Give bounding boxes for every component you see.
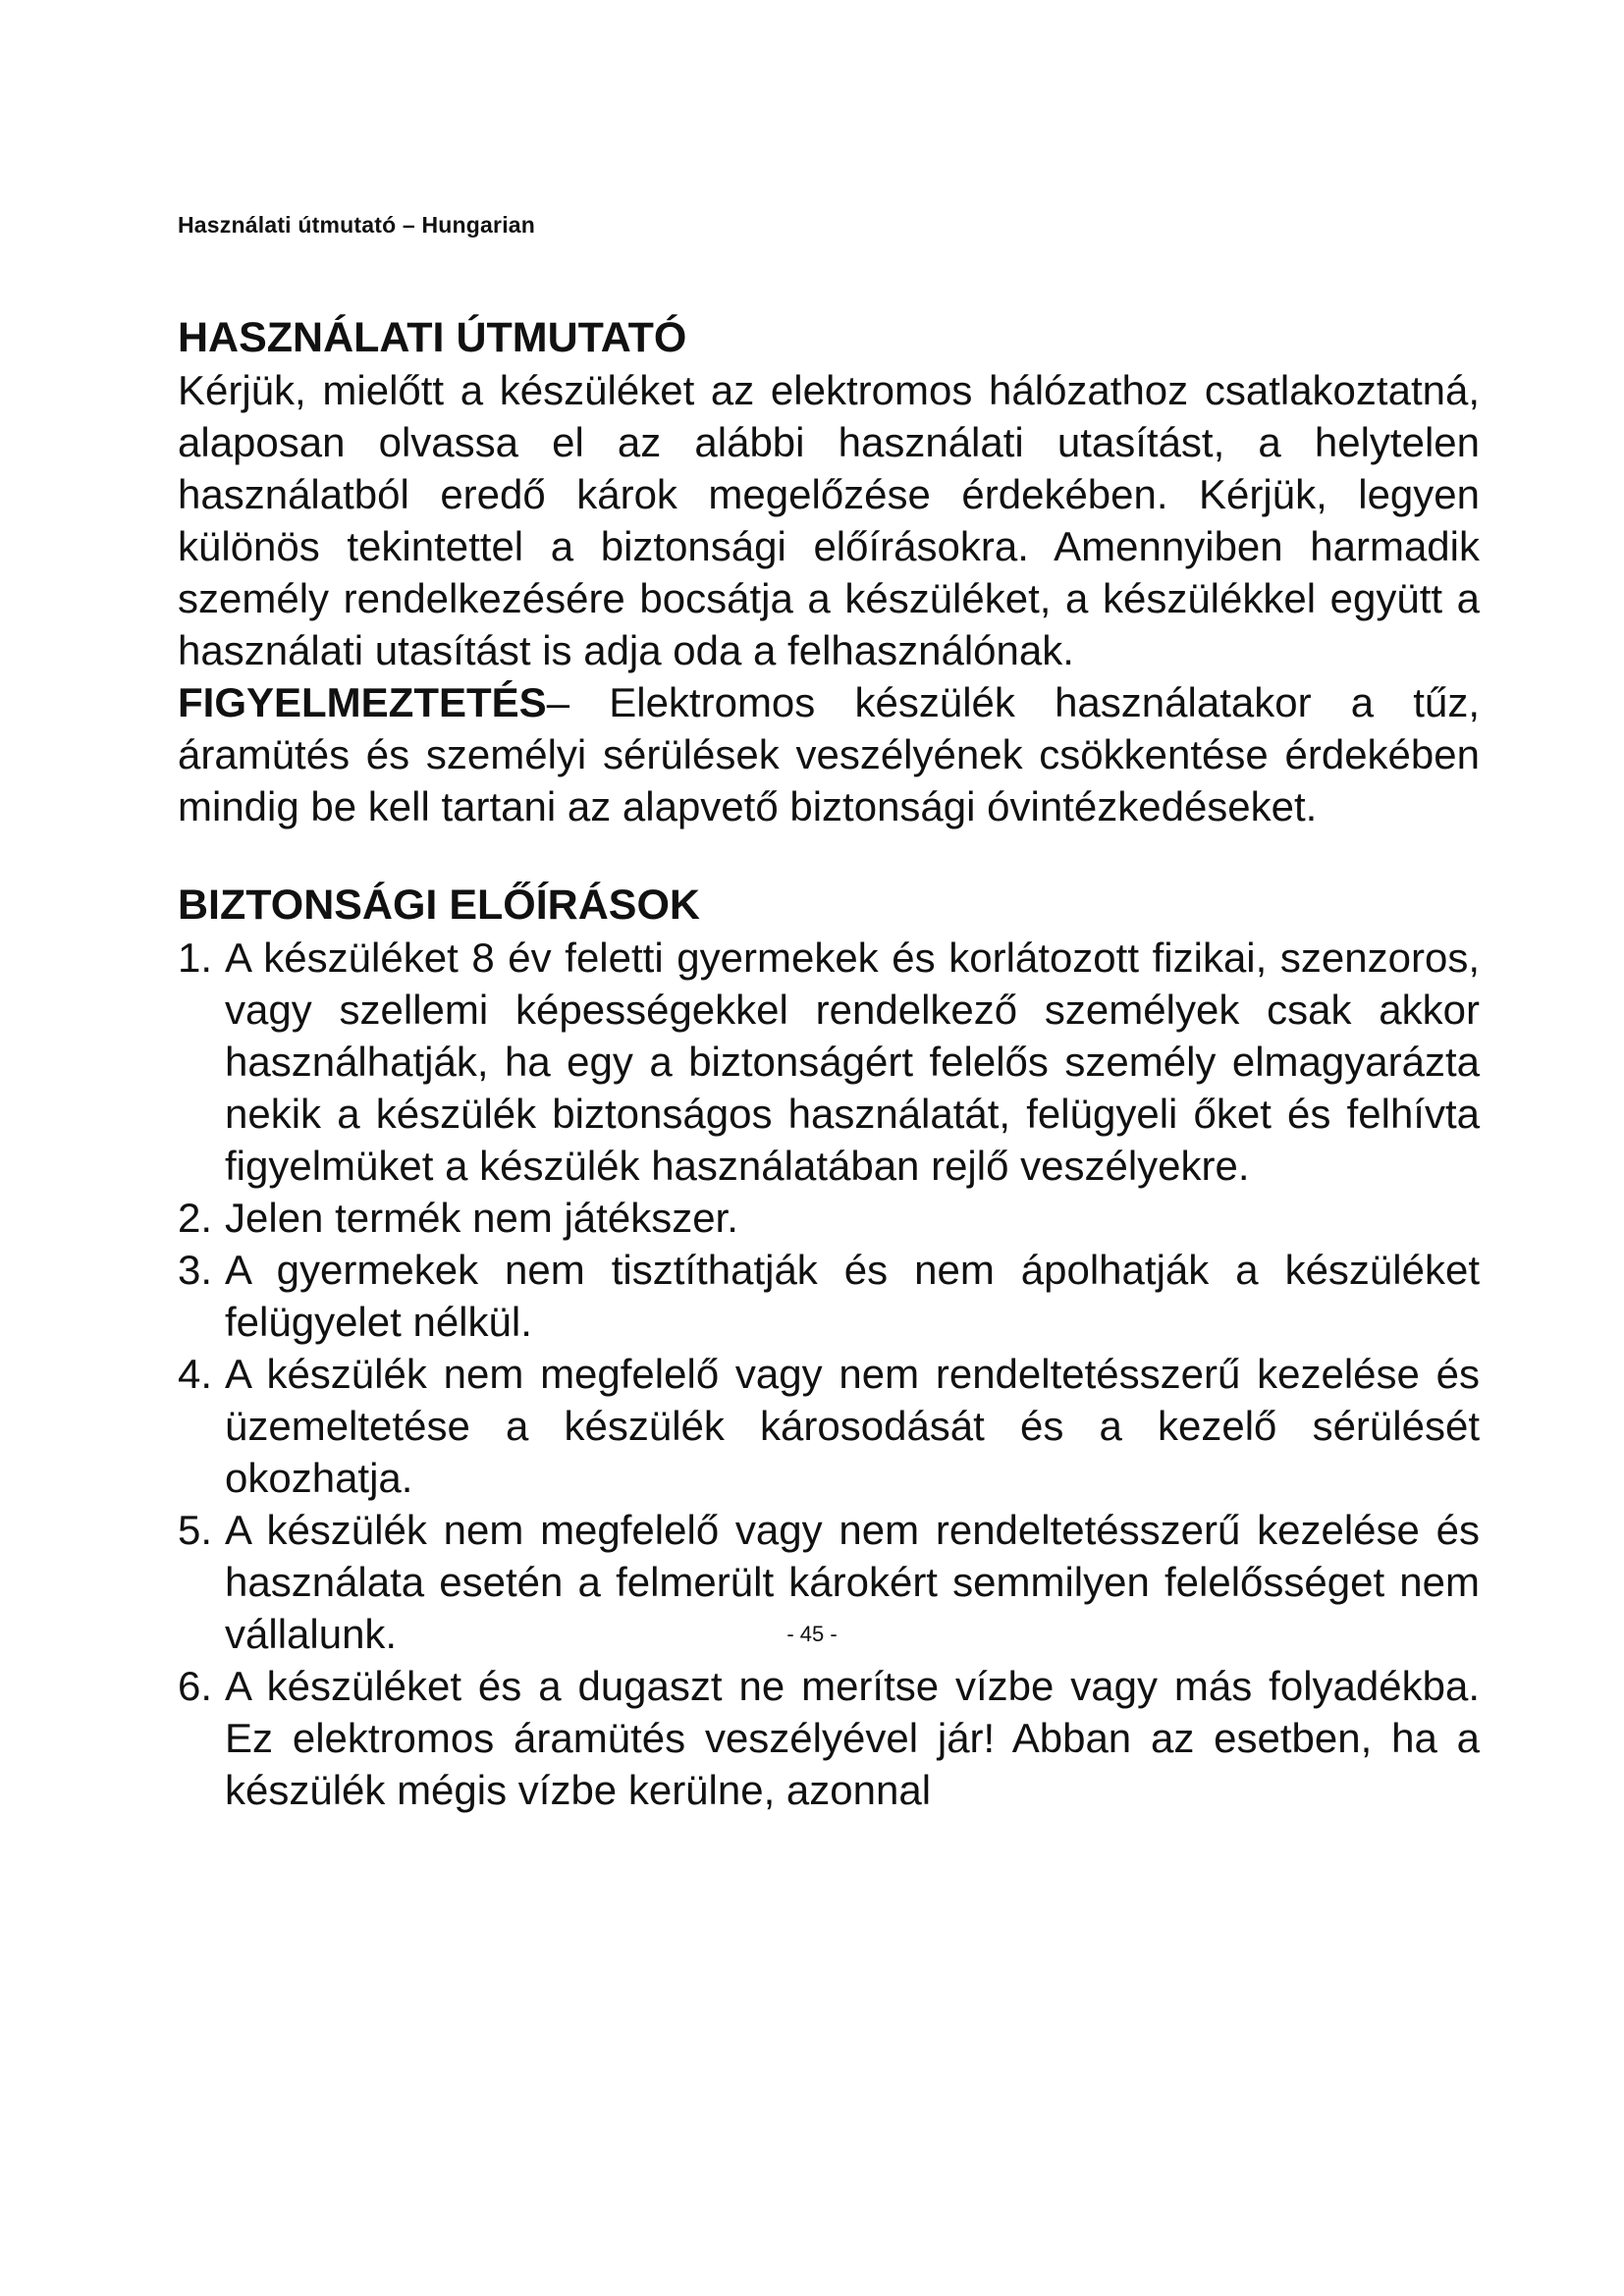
list-item-number: 2. [178, 1195, 213, 1241]
list-item [178, 1244, 1480, 1348]
list-item [178, 932, 1480, 1192]
list-item [178, 1348, 1480, 1504]
safety-rules-list [178, 932, 1480, 1816]
list-item [178, 1192, 1480, 1244]
warning-label: FIGYELMEZTETÉS [178, 679, 547, 725]
list-item-number: 5. [178, 1507, 213, 1553]
intro-paragraph: Kérjük, mielőtt a készüléket az elektromos hálózathoz csatlakoztatná, alaposan olvassa el az alábbi használati utasítást, a helytelen használatból eredő károk megelőzése érdekében. Kérjük, legyen különös tekintettel a biztonsági előírásokra. Amennyiben harmadik személy rendelkezésére bocsátja a készüléket, a készülékkel együtt a használati utasítást is adja oda a felhasználónak. [178, 367, 1480, 673]
page-number: - 45 - [786, 1622, 838, 1646]
list-item-number: 1. [178, 934, 213, 981]
list-item [178, 1660, 1480, 1816]
list-item-number: 6. [178, 1663, 213, 1709]
list-item-text: A készüléket 8 év feletti gyermekek és korlátozott fizikai, szenzoros, vagy szellemi képességekkel rendelkező személyek csak akkor használhatják, ha egy a biztonságért felelős személy elmagyarázta nekik a készülék biztonságos használatát, felügyeli őket és felhívta figyelmüket a készülék használatában rejlő veszélyekre. [225, 934, 1480, 1189]
running-header: Használati útmutató – Hungarian [178, 212, 536, 238]
document-body [178, 312, 1480, 1816]
section-title: BIZTONSÁGI ELŐÍRÁSOK [178, 881, 700, 929]
list-item-text: A készüléket és a dugaszt ne merítse vízbe vagy más folyadékba. Ez elektromos áramütés veszélyével jár! Abban az esetben, ha a készülék mégis vízbe kerülne, azonnal [225, 1663, 1480, 1813]
list-item-text: A készülék nem megfelelő vagy nem rendeltetésszerű kezelése és üzemeltetése a készülék károsodását és a kezelő sérülését okozhatja. [225, 1351, 1480, 1501]
warning-text: – Elektromos készülék használatakor a tűz, áramütés és személyi sérülések veszélyének csökkentése érdekében mindig be kell tartani az alapvető biztonsági óvintézkedéseket. [178, 679, 1480, 829]
list-item-text: Jelen termék nem játékszer. [225, 1195, 738, 1241]
list-item-text: A készülék nem megfelelő vagy nem rendeltetésszerű kezelése és használata esetén a felmerült károkért semmilyen felelősséget nem vállalunk. [225, 1507, 1480, 1657]
page-title: HASZNÁLATI ÚTMUTATÓ [178, 314, 687, 361]
list-item-number: 3. [178, 1247, 213, 1293]
list-item-text: A gyermekek nem tisztíthatják és nem ápolhatják a készüléket felügyelet nélkül. [225, 1247, 1480, 1345]
list-item-number: 4. [178, 1351, 213, 1397]
warning-paragraph [178, 676, 1480, 832]
